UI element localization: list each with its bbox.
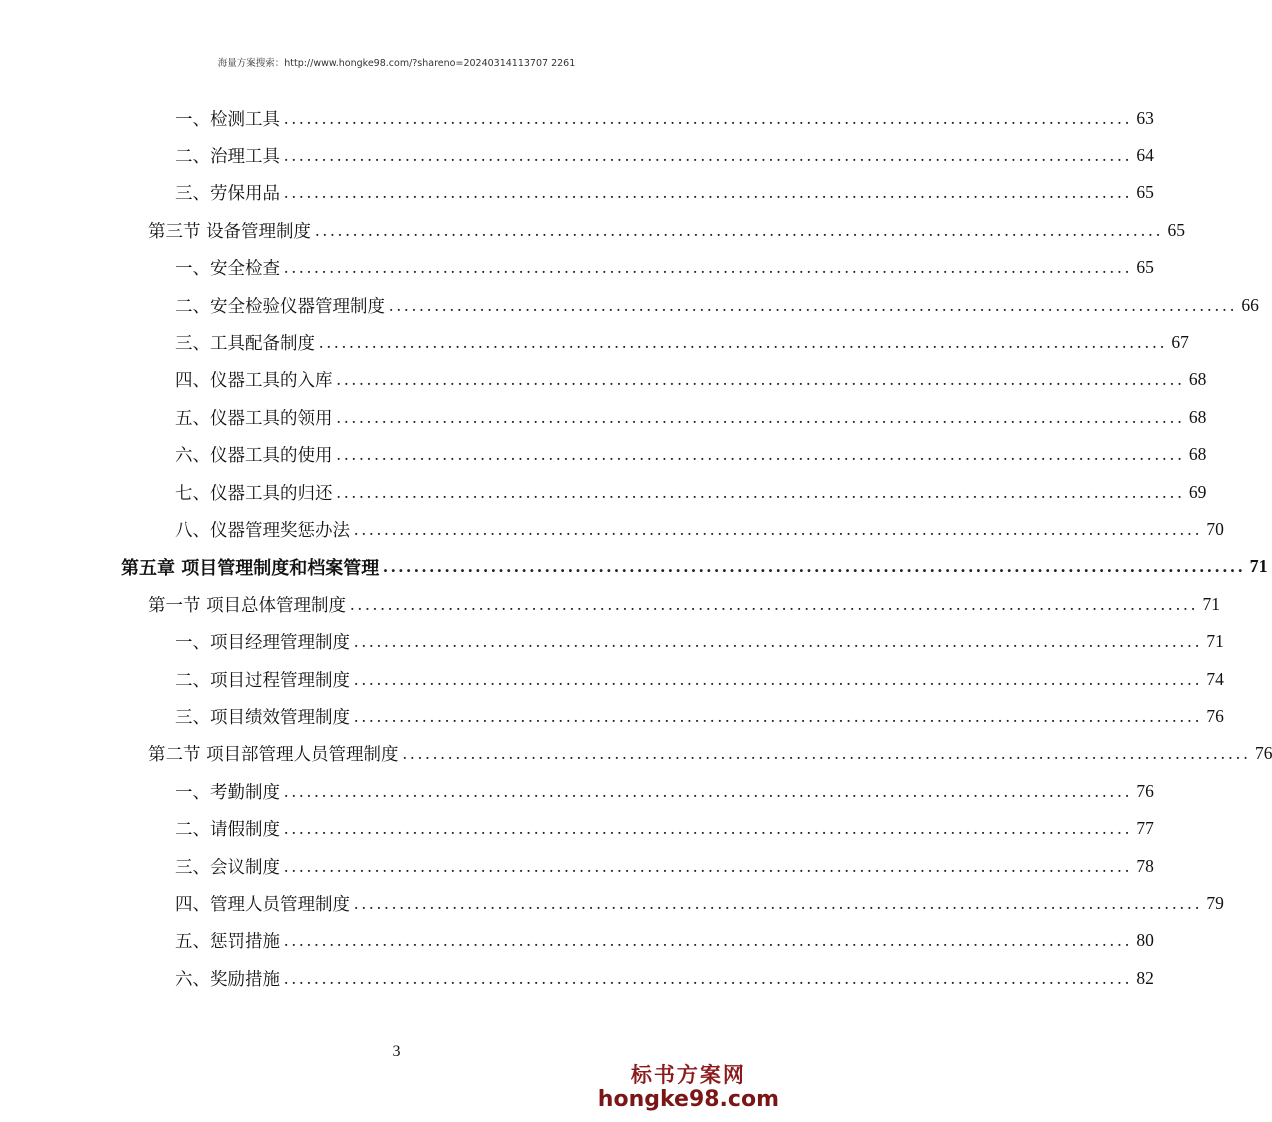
toc-entry[interactable]	[148, 587, 1220, 621]
toc-leader-dots: ................................................................................................................	[336, 406, 1185, 427]
toc-entry-page: 82	[1136, 967, 1154, 988]
toc-entry-page: 78	[1136, 855, 1154, 876]
toc-entry-title: 二、安全检验仪器管理制度	[175, 296, 385, 317]
toc-entry[interactable]	[175, 251, 1154, 285]
toc-entry-title: 三、会议制度	[175, 857, 280, 878]
toc-entry[interactable]	[175, 288, 1259, 322]
toc-entry[interactable]	[175, 176, 1154, 210]
toc-leader-dots: ................................................................................................................	[315, 219, 1164, 240]
toc-entry-title: 五、仪器工具的领用	[175, 408, 333, 429]
toc-entry-page: 65	[1136, 182, 1154, 203]
toc-entry-title: 六、奖励措施	[175, 969, 280, 990]
toc-entry-page: 80	[1136, 930, 1154, 951]
toc-leader-dots: ................................................................................................................	[284, 107, 1133, 128]
site-watermark-logo	[598, 1059, 779, 1112]
toc-entry-title: 三、劳保用品	[175, 184, 280, 205]
toc-entry[interactable]	[175, 438, 1207, 472]
toc-leader-dots: ................................................................................................................	[284, 182, 1133, 203]
toc-entry[interactable]	[175, 625, 1224, 659]
toc-entry[interactable]	[175, 662, 1224, 696]
toc-entry[interactable]	[175, 400, 1207, 434]
toc-leader-dots: ................................................................................................................	[354, 518, 1203, 539]
toc-entry-page: 71	[1202, 593, 1220, 614]
toc-entry-title: 三、项目绩效管理制度	[175, 707, 350, 728]
toc-entry[interactable]	[175, 924, 1154, 958]
toc-entry-page: 65	[1167, 219, 1185, 240]
toc-entry-page: 65	[1136, 257, 1154, 278]
toc-entry[interactable]	[175, 961, 1154, 995]
toc-entry-page: 79	[1206, 892, 1224, 913]
toc-entry[interactable]	[175, 475, 1207, 509]
toc-entry-title: 四、管理人员管理制度	[175, 894, 350, 915]
toc-entry-title: 八、仪器管理奖惩办法	[175, 520, 350, 541]
toc-entry-title: 第二节 项目部管理人员管理制度	[148, 745, 399, 766]
toc-entry-title: 二、治理工具	[175, 146, 280, 167]
toc-leader-dots: ................................................................................................................	[284, 855, 1133, 876]
toc-leader-dots: ................................................................................................................	[284, 930, 1133, 951]
toc-leader-dots: ................................................................................................................	[284, 144, 1133, 165]
toc-entry-page: 71	[1249, 556, 1268, 577]
toc-leader-dots: ................................................................................................................	[319, 331, 1168, 352]
header-search-url[interactable]: 海量方案搜索：http://www.hongke98.com/?shareno=20240314113707 2261	[217, 58, 576, 69]
toc-entry[interactable]	[175, 101, 1154, 135]
toc-entry-page: 76	[1254, 743, 1272, 764]
toc-leader-dots: ................................................................................................................	[402, 743, 1251, 764]
toc-entry-page: 70	[1206, 518, 1224, 539]
toc-entry[interactable]	[175, 512, 1224, 546]
toc-leader-dots: ................................................................................................................	[354, 668, 1203, 689]
toc-entry[interactable]	[175, 849, 1154, 883]
toc-entry[interactable]	[175, 886, 1224, 920]
toc-entry-title: 三、工具配备制度	[175, 333, 315, 354]
toc-entry-title: 一、考勤制度	[175, 782, 280, 803]
toc-entry-title: 一、项目经理管理制度	[175, 633, 350, 654]
toc-entry-page: 66	[1241, 294, 1259, 315]
toc-entry[interactable]	[175, 699, 1224, 733]
toc-entry-title: 五、惩罚措施	[175, 932, 280, 953]
toc-leader-dots: ................................................................................................................	[284, 780, 1133, 801]
toc-entry-title: 四、仪器工具的入库	[175, 371, 333, 392]
toc-entry-page: 77	[1136, 818, 1154, 839]
toc-leader-dots: ................................................................................................................	[383, 556, 1246, 577]
toc-entry-page: 68	[1188, 369, 1207, 390]
toc-leader-dots: ................................................................................................................	[350, 593, 1199, 614]
toc-chapter-entry[interactable]	[121, 550, 1268, 584]
toc-entry-page: 68	[1188, 444, 1207, 465]
toc-entry-page: 71	[1206, 631, 1224, 652]
toc-entry-title: 第三节 设备管理制度	[148, 221, 312, 242]
toc-entry-title: 一、检测工具	[175, 109, 280, 130]
toc-entry-page: 68	[1188, 406, 1207, 427]
toc-entry-title: 第一节 项目总体管理制度	[148, 595, 347, 616]
toc-entry-title: 第五章 项目管理制度和档案管理	[121, 557, 380, 579]
toc-entry-title: 二、请假制度	[175, 820, 280, 841]
toc-entry[interactable]	[148, 737, 1272, 771]
toc-entry-page: 76	[1206, 705, 1224, 726]
toc-entry-title: 七、仪器工具的归还	[175, 483, 333, 504]
toc-entry-page: 64	[1136, 144, 1154, 165]
toc-leader-dots: ................................................................................................................	[354, 705, 1203, 726]
toc-entry-title: 六、仪器工具的使用	[175, 446, 333, 467]
toc-entry[interactable]	[175, 325, 1189, 359]
toc-entry[interactable]	[175, 363, 1207, 397]
watermark-cn-text: 标书方案网	[630, 1063, 746, 1087]
toc-entry[interactable]	[175, 774, 1154, 808]
toc-entry[interactable]	[148, 213, 1185, 247]
toc-leader-dots: ................................................................................................................	[284, 967, 1133, 988]
toc-entry-page: 76	[1136, 780, 1154, 801]
toc-entry-page: 67	[1171, 331, 1189, 352]
toc-entry-title: 二、项目过程管理制度	[175, 670, 350, 691]
toc-leader-dots: ................................................................................................................	[354, 631, 1203, 652]
toc-leader-dots: ................................................................................................................	[336, 444, 1185, 465]
toc-leader-dots: ................................................................................................................	[389, 294, 1238, 315]
toc-leader-dots: ................................................................................................................	[284, 818, 1133, 839]
toc-entry-page: 74	[1206, 668, 1224, 689]
toc-leader-dots: ................................................................................................................	[284, 257, 1133, 278]
toc-entry-page: 69	[1188, 481, 1207, 502]
toc-entry[interactable]	[175, 812, 1154, 846]
toc-leader-dots: ................................................................................................................	[336, 481, 1185, 502]
toc-leader-dots: ................................................................................................................	[336, 369, 1185, 390]
toc-entry[interactable]	[175, 138, 1154, 172]
toc-leader-dots: ................................................................................................................	[354, 892, 1203, 913]
watermark-en-text: hongke98.com	[597, 1087, 779, 1112]
toc-entry-title: 一、安全检查	[175, 259, 280, 280]
page-number: 3	[392, 1043, 401, 1060]
toc-entry-page: 63	[1136, 107, 1154, 128]
